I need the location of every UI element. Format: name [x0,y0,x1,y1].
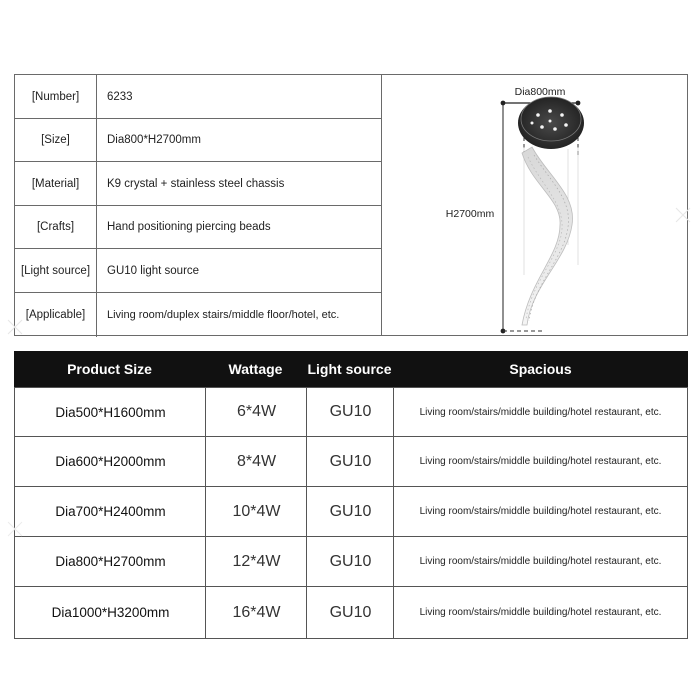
cell-light-source: GU10 [329,403,372,420]
diagram-height-label: H2700mm [445,208,495,220]
spec-row-crafts [15,206,381,249]
product-table [14,351,688,641]
header-spacious: Spacious [509,361,572,377]
cell-size: Dia600*H2000mm [55,454,166,469]
watermark-cross-icon [6,520,24,538]
cell-wattage: 12*4W [232,552,281,570]
spec-value: Hand positioning piercing beads [107,221,271,233]
cell-wattage: 6*4W [236,403,277,420]
spec-row-applicable [15,293,381,337]
spec-label: [Number] [15,75,97,118]
spec-value: GU10 light source [107,264,200,277]
header-wattage: Wattage [228,361,283,377]
cell-spacious: Living room/stairs/middle building/hotel restaurant, etc. [419,406,662,418]
cell-light-source: GU10 [329,552,372,570]
spec-table [14,74,688,336]
table-row [14,487,688,537]
cell-light-source: GU10 [329,603,372,621]
spec-label: [Crafts] [15,206,97,248]
spec-label: [Material] [15,162,97,205]
spec-label: [Light source] [15,249,97,292]
cell-spacious: Living room/stairs/middle building/hotel restaurant, etc. [419,556,662,567]
cell-size: Dia500*H1600mm [55,404,166,420]
product-table-header [14,351,688,387]
cell-spacious: Living room/stairs/middle building/hotel restaurant, etc. [419,506,662,517]
spec-row-size [15,119,381,162]
table-row [14,537,688,587]
diagram-width-label: Dia800mm [514,86,566,98]
cell-light-source: GU10 [329,502,372,520]
spec-row-number [15,75,381,119]
spec-value: Dia800*H2700mm [107,134,201,146]
cell-spacious: Living room/stairs/middle building/hotel restaurant, etc. [419,607,662,618]
spec-value: Living room/duplex stairs/middle floor/hotel, etc. [107,309,340,321]
spec-label: [Applicable] [15,293,97,337]
cell-spacious: Living room/stairs/middle building/hotel restaurant, etc. [419,456,662,467]
table-row [14,437,688,487]
cell-wattage: 8*4W [236,452,277,470]
spec-label: [Size] [15,119,97,161]
table-row [14,587,688,639]
spec-value: K9 crystal + stainless steel chassis [107,177,285,190]
header-product-size: Product Size [67,361,152,377]
watermark-cross-icon [674,206,692,224]
cell-size: Dia700*H2400mm [55,504,166,519]
chandelier-diagram [382,75,687,335]
header-light-source: Light source [307,361,392,377]
spec-row-material [15,162,381,206]
cell-size: Dia1000*H3200mm [51,605,170,620]
cell-wattage: 10*4W [232,502,281,520]
spec-rows [15,75,381,335]
cell-wattage: 16*4W [232,603,281,621]
spec-value: 6233 [107,90,133,103]
cell-size: Dia800*H2700mm [55,554,166,569]
watermark-cross-icon [6,318,24,336]
chandelier-illustration [382,75,689,337]
table-row [14,387,688,437]
cell-light-source: GU10 [329,452,372,470]
spec-row-light-source [15,249,381,293]
